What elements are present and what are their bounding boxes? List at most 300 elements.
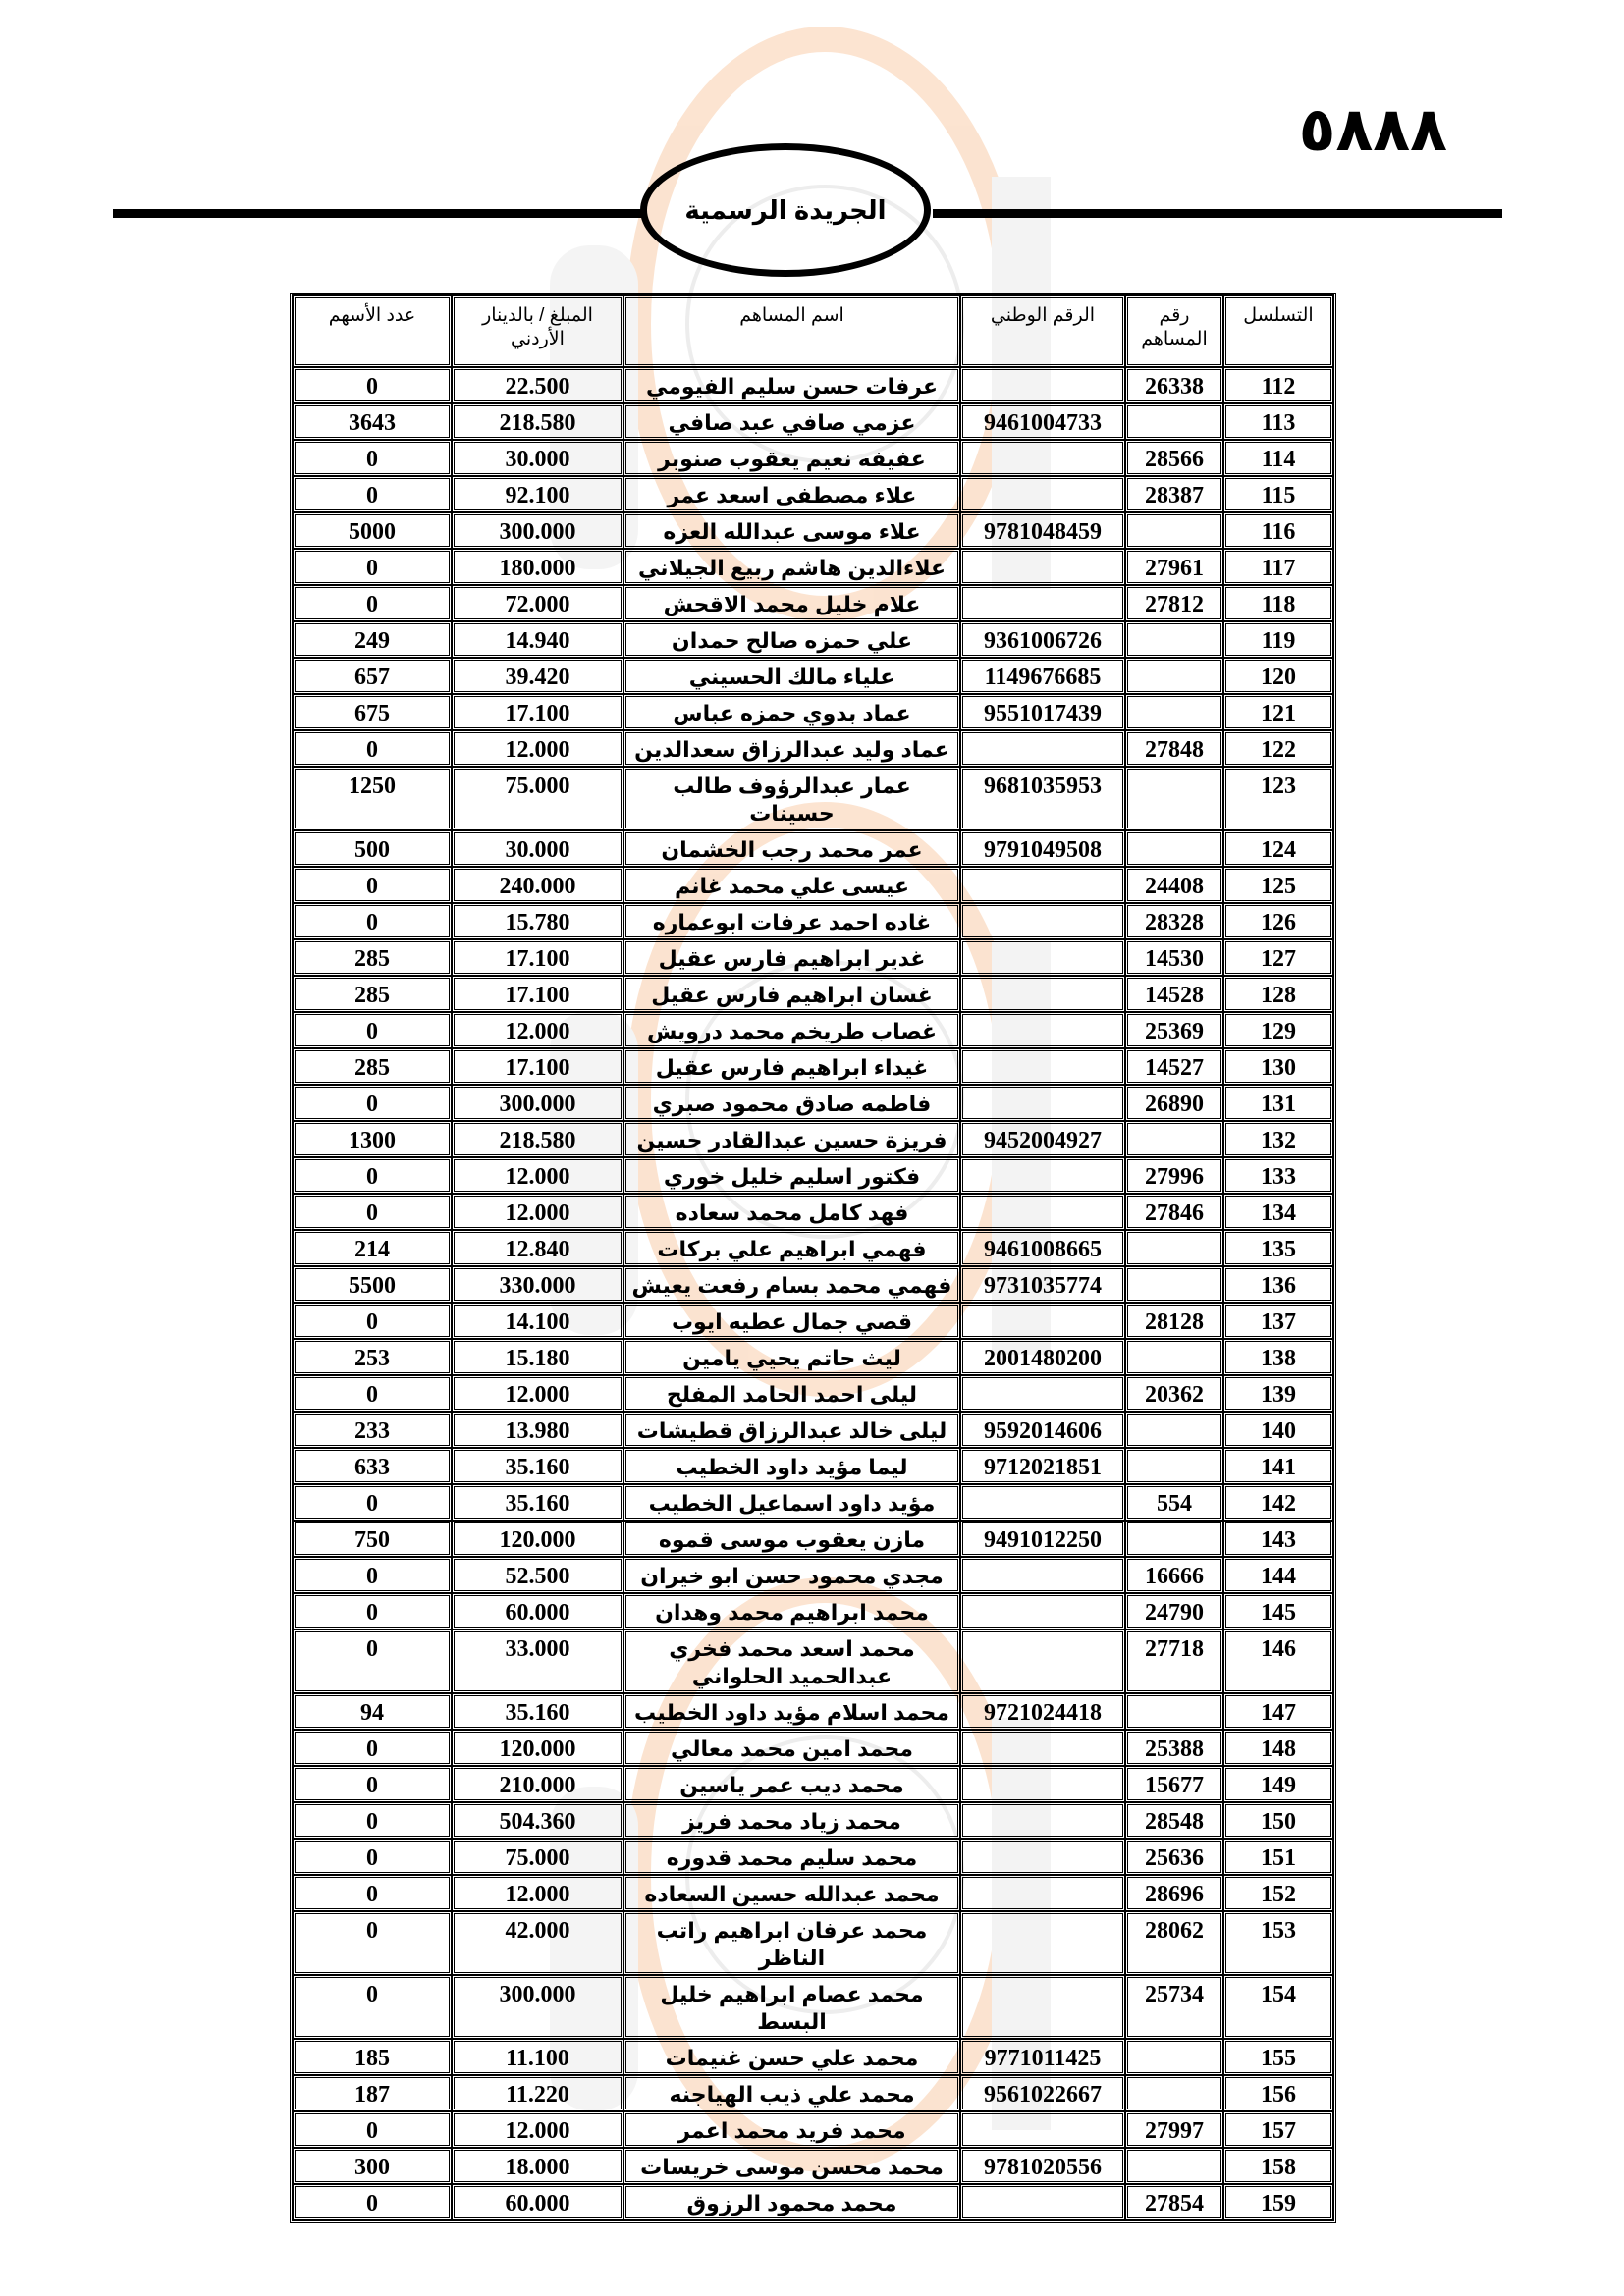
table-row: [293, 939, 1333, 976]
shares-cell: 0: [293, 1730, 452, 1766]
shareholder-no-cell: 20362: [1125, 1375, 1223, 1412]
table-row: [293, 2148, 1333, 2184]
amount-cell: 14.100: [452, 1303, 623, 1339]
amount-cell: 12.840: [452, 1230, 623, 1266]
table-row: [293, 1693, 1333, 1730]
shareholder-no-cell: [1125, 1521, 1223, 1557]
shares-cell: 0: [293, 585, 452, 621]
serial-cell: 116: [1223, 512, 1333, 549]
serial-cell: 118: [1223, 585, 1333, 621]
name-cell: محمد امين محمد معالي: [623, 1730, 960, 1766]
name-cell: محمد علي ذيب الهياجنه: [623, 2075, 960, 2111]
name-cell: غسان ابراهيم فارس عقيل: [623, 976, 960, 1012]
shareholder-no-cell: 28128: [1125, 1303, 1223, 1339]
amount-cell: 218.580: [452, 403, 623, 440]
amount-cell: 300.000: [452, 1085, 623, 1121]
serial-cell: 117: [1223, 549, 1333, 585]
serial-cell: 145: [1223, 1593, 1333, 1629]
shares-cell: 249: [293, 621, 452, 658]
shares-cell: 0: [293, 440, 452, 476]
shares-cell: 0: [293, 1484, 452, 1521]
shareholder-no-cell: [1125, 512, 1223, 549]
shareholder-no-cell: [1125, 830, 1223, 867]
name-cell: محمد محسن موسى خريسات: [623, 2148, 960, 2184]
amount-cell: 12.000: [452, 2111, 623, 2148]
name-cell: علاءالدين هاشم ربيع الجيلاني: [623, 549, 960, 585]
amount-cell: 15.780: [452, 903, 623, 939]
national-id-cell: [960, 2111, 1125, 2148]
table-row: [293, 1012, 1333, 1048]
shares-cell: 0: [293, 1911, 452, 1975]
shareholder-no-cell: 25734: [1125, 1975, 1223, 2039]
serial-cell: 149: [1223, 1766, 1333, 1802]
amount-cell: 218.580: [452, 1121, 623, 1157]
table-row: [293, 2184, 1333, 2220]
national-id-cell: [960, 1375, 1125, 1412]
serial-cell: 156: [1223, 2075, 1333, 2111]
shares-cell: 0: [293, 730, 452, 767]
amount-cell: 17.100: [452, 939, 623, 976]
serial-cell: 132: [1223, 1121, 1333, 1157]
shareholder-no-cell: 27997: [1125, 2111, 1223, 2148]
table-row: [293, 1121, 1333, 1157]
shareholder-no-cell: 15677: [1125, 1766, 1223, 1802]
table-row: [293, 976, 1333, 1012]
national-id-cell: 9461004733: [960, 403, 1125, 440]
shares-cell: 0: [293, 903, 452, 939]
serial-cell: 127: [1223, 939, 1333, 976]
table-row: [293, 1557, 1333, 1593]
shareholder-no-cell: 25636: [1125, 1839, 1223, 1875]
name-cell: محمد فريد محمد اعمر: [623, 2111, 960, 2148]
column-header-name: اسم المساهم: [623, 295, 960, 367]
shareholder-no-cell: 14528: [1125, 976, 1223, 1012]
shareholder-no-cell: 24790: [1125, 1593, 1223, 1629]
header-rule-right: [933, 209, 1502, 218]
amount-cell: 35.160: [452, 1484, 623, 1521]
national-id-cell: [960, 1085, 1125, 1121]
shares-cell: 0: [293, 1875, 452, 1911]
table-row: [293, 440, 1333, 476]
national-id-cell: [960, 867, 1125, 903]
national-id-cell: [960, 1802, 1125, 1839]
name-cell: محمد عرفان ابراهيم راتب الناظر: [623, 1911, 960, 1975]
table-row: [293, 621, 1333, 658]
table-row: [293, 767, 1333, 830]
name-cell: غصاب طريخم محمد درويش: [623, 1012, 960, 1048]
shares-cell: 0: [293, 1839, 452, 1875]
name-cell: مازن يعقوب موسى قموه: [623, 1521, 960, 1557]
table-row: [293, 658, 1333, 694]
shares-cell: 657: [293, 658, 452, 694]
serial-cell: 138: [1223, 1339, 1333, 1375]
national-id-cell: [960, 1303, 1125, 1339]
name-cell: مجدي محمود حسن ابو خيران: [623, 1557, 960, 1593]
table-row: [293, 1303, 1333, 1339]
national-id-cell: 9592014606: [960, 1412, 1125, 1448]
shareholder-no-cell: [1125, 694, 1223, 730]
amount-cell: 120.000: [452, 1730, 623, 1766]
serial-cell: 151: [1223, 1839, 1333, 1875]
name-cell: علاء موسى عبدالله العزه: [623, 512, 960, 549]
table-row: [293, 1521, 1333, 1557]
serial-cell: 128: [1223, 976, 1333, 1012]
table-row: [293, 2039, 1333, 2075]
national-id-cell: [960, 730, 1125, 767]
shareholder-no-cell: [1125, 1693, 1223, 1730]
national-id-cell: [960, 1194, 1125, 1230]
shareholder-no-cell: [1125, 2148, 1223, 2184]
shareholder-no-cell: 27996: [1125, 1157, 1223, 1194]
national-id-cell: 9551017439: [960, 694, 1125, 730]
serial-cell: 124: [1223, 830, 1333, 867]
shares-cell: 187: [293, 2075, 452, 2111]
name-cell: علي حمزه صالح حمدان: [623, 621, 960, 658]
serial-cell: 153: [1223, 1911, 1333, 1975]
shareholder-no-cell: 27961: [1125, 549, 1223, 585]
name-cell: عمر محمد رجب الخشمان: [623, 830, 960, 867]
amount-cell: 17.100: [452, 976, 623, 1012]
national-id-cell: [960, 903, 1125, 939]
shares-cell: 0: [293, 1629, 452, 1693]
table-row: [293, 1230, 1333, 1266]
national-id-cell: [960, 1730, 1125, 1766]
amount-cell: 39.420: [452, 658, 623, 694]
shareholder-no-cell: 28387: [1125, 476, 1223, 512]
serial-cell: 119: [1223, 621, 1333, 658]
serial-cell: 139: [1223, 1375, 1333, 1412]
table-row: [293, 1375, 1333, 1412]
shares-cell: 0: [293, 1375, 452, 1412]
name-cell: علام خليل محمد الاقحش: [623, 585, 960, 621]
national-id-cell: [960, 440, 1125, 476]
serial-cell: 148: [1223, 1730, 1333, 1766]
national-id-cell: 9361006726: [960, 621, 1125, 658]
serial-cell: 133: [1223, 1157, 1333, 1194]
shareholders-table: [290, 293, 1336, 2223]
name-cell: محمد سليم محمد قدوره: [623, 1839, 960, 1875]
serial-cell: 142: [1223, 1484, 1333, 1521]
amount-cell: 180.000: [452, 549, 623, 585]
table-row: [293, 1975, 1333, 2039]
name-cell: غدير ابراهيم فارس عقيل: [623, 939, 960, 976]
national-id-cell: 9681035953: [960, 767, 1125, 830]
serial-cell: 120: [1223, 658, 1333, 694]
name-cell: محمد محمود الرزوق: [623, 2184, 960, 2220]
serial-cell: 152: [1223, 1875, 1333, 1911]
shareholder-no-cell: [1125, 621, 1223, 658]
amount-cell: 75.000: [452, 1839, 623, 1875]
name-cell: علاء مصطفى اسعد عمر: [623, 476, 960, 512]
shares-cell: 0: [293, 2111, 452, 2148]
shares-cell: 1250: [293, 767, 452, 830]
shareholder-no-cell: [1125, 2075, 1223, 2111]
shares-cell: 0: [293, 1303, 452, 1339]
name-cell: ليلى احمد الحامد المفلح: [623, 1375, 960, 1412]
amount-cell: 42.000: [452, 1911, 623, 1975]
serial-cell: 130: [1223, 1048, 1333, 1085]
shareholder-no-cell: 27854: [1125, 2184, 1223, 2220]
national-id-cell: 9731035774: [960, 1266, 1125, 1303]
table-row: [293, 549, 1333, 585]
national-id-cell: 9781020556: [960, 2148, 1125, 2184]
shares-cell: 285: [293, 939, 452, 976]
publication-title-oval: [640, 143, 931, 277]
table-row: [293, 903, 1333, 939]
shares-cell: 0: [293, 367, 452, 403]
shares-cell: 750: [293, 1521, 452, 1557]
shareholder-no-cell: 27848: [1125, 730, 1223, 767]
shareholder-no-cell: 14530: [1125, 939, 1223, 976]
serial-cell: 150: [1223, 1802, 1333, 1839]
national-id-cell: [960, 2184, 1125, 2220]
shares-cell: 0: [293, 1802, 452, 1839]
amount-cell: 210.000: [452, 1766, 623, 1802]
shareholder-no-cell: 27846: [1125, 1194, 1223, 1230]
amount-cell: 75.000: [452, 767, 623, 830]
table-row: [293, 830, 1333, 867]
amount-cell: 300.000: [452, 1975, 623, 2039]
shareholder-no-cell: 28566: [1125, 440, 1223, 476]
national-id-cell: [960, 1048, 1125, 1085]
amount-cell: 72.000: [452, 585, 623, 621]
table-row: [293, 1048, 1333, 1085]
shares-cell: 285: [293, 1048, 452, 1085]
column-header-shareholder-no: رقم المساهم: [1125, 295, 1223, 367]
table-row: [293, 1448, 1333, 1484]
serial-cell: 147: [1223, 1693, 1333, 1730]
shares-cell: 0: [293, 1557, 452, 1593]
column-header-amount: المبلغ / بالدينار الأردني: [452, 295, 623, 367]
table-row: [293, 1766, 1333, 1802]
serial-cell: 157: [1223, 2111, 1333, 2148]
table-row: [293, 2075, 1333, 2111]
national-id-cell: [960, 1012, 1125, 1048]
name-cell: محمد ابراهيم محمد وهدان: [623, 1593, 960, 1629]
name-cell: محمد عصام ابراهيم خليل البسط: [623, 1975, 960, 2039]
shares-cell: 5000: [293, 512, 452, 549]
serial-cell: 146: [1223, 1629, 1333, 1693]
shareholder-no-cell: 16666: [1125, 1557, 1223, 1593]
shares-cell: 0: [293, 867, 452, 903]
shareholder-no-cell: [1125, 1230, 1223, 1266]
national-id-cell: [960, 1157, 1125, 1194]
shares-cell: 500: [293, 830, 452, 867]
shareholder-no-cell: 28328: [1125, 903, 1223, 939]
name-cell: محمد اسلام مؤيد داود الخطيب: [623, 1693, 960, 1730]
table-row: [293, 512, 1333, 549]
shareholder-no-cell: [1125, 403, 1223, 440]
shareholder-no-cell: [1125, 2039, 1223, 2075]
header-rule-left: [113, 209, 643, 218]
shareholder-no-cell: [1125, 1412, 1223, 1448]
national-id-cell: [960, 1484, 1125, 1521]
amount-cell: 12.000: [452, 1157, 623, 1194]
table-row: [293, 2111, 1333, 2148]
table-row: [293, 867, 1333, 903]
shareholder-no-cell: 14527: [1125, 1048, 1223, 1085]
amount-cell: 14.940: [452, 621, 623, 658]
shareholder-no-cell: 554: [1125, 1484, 1223, 1521]
serial-cell: 137: [1223, 1303, 1333, 1339]
shares-cell: 285: [293, 976, 452, 1012]
national-id-cell: [960, 1839, 1125, 1875]
amount-cell: 13.980: [452, 1412, 623, 1448]
national-id-cell: [960, 367, 1125, 403]
amount-cell: 17.100: [452, 694, 623, 730]
serial-cell: 122: [1223, 730, 1333, 767]
national-id-cell: [960, 1975, 1125, 2039]
column-header-national-id: الرقم الوطني: [960, 295, 1125, 367]
shares-cell: 233: [293, 1412, 452, 1448]
amount-cell: 12.000: [452, 730, 623, 767]
table-body: [293, 367, 1333, 2220]
national-id-cell: [960, 976, 1125, 1012]
national-id-cell: [960, 1629, 1125, 1693]
name-cell: غاده احمد عرفات ابوعماره: [623, 903, 960, 939]
table-row: [293, 1911, 1333, 1975]
shares-cell: 633: [293, 1448, 452, 1484]
shareholder-no-cell: [1125, 1121, 1223, 1157]
shares-cell: 0: [293, 476, 452, 512]
shares-cell: 0: [293, 1194, 452, 1230]
table-row: [293, 1730, 1333, 1766]
table-row: [293, 1194, 1333, 1230]
name-cell: عمار عبدالرؤوف طالب حسينات: [623, 767, 960, 830]
table-row: [293, 367, 1333, 403]
national-id-cell: [960, 1875, 1125, 1911]
shareholder-no-cell: 25388: [1125, 1730, 1223, 1766]
table-row: [293, 1839, 1333, 1875]
name-cell: عزمي صافي عبد صافي: [623, 403, 960, 440]
amount-cell: 33.000: [452, 1629, 623, 1693]
serial-cell: 144: [1223, 1557, 1333, 1593]
shares-cell: 0: [293, 1975, 452, 2039]
serial-cell: 114: [1223, 440, 1333, 476]
amount-cell: 504.360: [452, 1802, 623, 1839]
table-row: [293, 1593, 1333, 1629]
table-row: [293, 694, 1333, 730]
table-row: [293, 1802, 1333, 1839]
amount-cell: 52.500: [452, 1557, 623, 1593]
name-cell: ليث حاتم يحيي يامين: [623, 1339, 960, 1375]
national-id-cell: 9452004927: [960, 1121, 1125, 1157]
table-row: [293, 1875, 1333, 1911]
amount-cell: 18.000: [452, 2148, 623, 2184]
shares-cell: 0: [293, 1593, 452, 1629]
name-cell: عماد وليد عبدالرزاق سعدالدين: [623, 730, 960, 767]
amount-cell: 12.000: [452, 1875, 623, 1911]
amount-cell: 30.000: [452, 830, 623, 867]
serial-cell: 126: [1223, 903, 1333, 939]
table-row: [293, 1266, 1333, 1303]
national-id-cell: 9491012250: [960, 1521, 1125, 1557]
name-cell: قصي جمال عطيه ايوب: [623, 1303, 960, 1339]
shares-cell: 3643: [293, 403, 452, 440]
table-row: [293, 1484, 1333, 1521]
shareholder-no-cell: 27812: [1125, 585, 1223, 621]
table-header-row: [293, 295, 1333, 367]
national-id-cell: [960, 585, 1125, 621]
table-row: [293, 1085, 1333, 1121]
shares-cell: 1300: [293, 1121, 452, 1157]
national-id-cell: 9781048459: [960, 512, 1125, 549]
shares-cell: 0: [293, 1157, 452, 1194]
name-cell: ليما مؤيد داود الخطيب: [623, 1448, 960, 1484]
shareholder-no-cell: 25369: [1125, 1012, 1223, 1048]
table-row: [293, 585, 1333, 621]
national-id-cell: [960, 939, 1125, 976]
table-row: [293, 403, 1333, 440]
table-row: [293, 1412, 1333, 1448]
shares-cell: 0: [293, 549, 452, 585]
name-cell: عرفات حسن سليم الفيومي: [623, 367, 960, 403]
shares-cell: 0: [293, 1085, 452, 1121]
name-cell: فريزة حسين عبدالقادر حسين: [623, 1121, 960, 1157]
shareholder-no-cell: 28548: [1125, 1802, 1223, 1839]
amount-cell: 12.000: [452, 1012, 623, 1048]
table-row: [293, 1339, 1333, 1375]
national-id-cell: 9771011425: [960, 2039, 1125, 2075]
name-cell: فهد كامل محمد سعاده: [623, 1194, 960, 1230]
shareholder-no-cell: 26890: [1125, 1085, 1223, 1121]
name-cell: فاطمه صادق محمود صبري: [623, 1085, 960, 1121]
name-cell: ليلى خالد عبدالرزاق قطيشات: [623, 1412, 960, 1448]
amount-cell: 60.000: [452, 2184, 623, 2220]
name-cell: علياء مالك الحسيني: [623, 658, 960, 694]
shareholder-no-cell: 27718: [1125, 1629, 1223, 1693]
column-header-shares: عدد الأسهم: [293, 295, 452, 367]
serial-cell: 136: [1223, 1266, 1333, 1303]
name-cell: محمد ديب عمر ياسين: [623, 1766, 960, 1802]
amount-cell: 92.100: [452, 476, 623, 512]
name-cell: غيداء ابراهيم فارس عقيل: [623, 1048, 960, 1085]
amount-cell: 240.000: [452, 867, 623, 903]
shareholder-no-cell: 26338: [1125, 367, 1223, 403]
shareholder-no-cell: [1125, 1448, 1223, 1484]
shares-cell: 94: [293, 1693, 452, 1730]
shares-cell: 253: [293, 1339, 452, 1375]
shares-cell: 0: [293, 2184, 452, 2220]
national-id-cell: 1149676685: [960, 658, 1125, 694]
shareholder-no-cell: 28062: [1125, 1911, 1223, 1975]
name-cell: مؤيد داود اسماعيل الخطيب: [623, 1484, 960, 1521]
serial-cell: 134: [1223, 1194, 1333, 1230]
name-cell: فهمي محمد بسام رفعت يعيش: [623, 1266, 960, 1303]
name-cell: محمد عبدالله حسين السعاده: [623, 1875, 960, 1911]
serial-cell: 158: [1223, 2148, 1333, 2184]
name-cell: عيسى علي محمد غانم: [623, 867, 960, 903]
amount-cell: 15.180: [452, 1339, 623, 1375]
table-row: [293, 730, 1333, 767]
serial-cell: 112: [1223, 367, 1333, 403]
serial-cell: 155: [1223, 2039, 1333, 2075]
shareholder-no-cell: [1125, 658, 1223, 694]
shares-cell: 185: [293, 2039, 452, 2075]
name-cell: فهمي ابراهيم علي بركات: [623, 1230, 960, 1266]
amount-cell: 60.000: [452, 1593, 623, 1629]
serial-cell: 129: [1223, 1012, 1333, 1048]
amount-cell: 35.160: [452, 1693, 623, 1730]
amount-cell: 35.160: [452, 1448, 623, 1484]
serial-cell: 125: [1223, 867, 1333, 903]
amount-cell: 11.220: [452, 2075, 623, 2111]
national-id-cell: 9791049508: [960, 830, 1125, 867]
serial-cell: 159: [1223, 2184, 1333, 2220]
table-row: [293, 1629, 1333, 1693]
amount-cell: 300.000: [452, 512, 623, 549]
serial-cell: 154: [1223, 1975, 1333, 2039]
